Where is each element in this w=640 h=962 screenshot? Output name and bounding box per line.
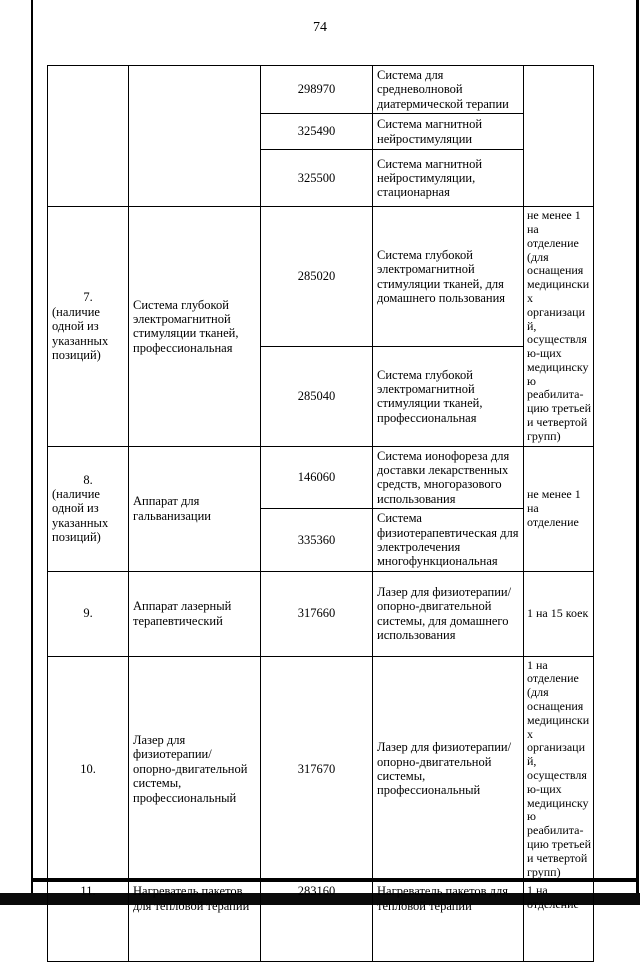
- cell-number-empty: [48, 66, 129, 207]
- cell-equipment-name: Лазер для физиотерапии/ опорно-двигательной системы, профессиональный: [129, 656, 261, 882]
- cell-code: 298970: [261, 66, 373, 114]
- cell-code: 325500: [261, 150, 373, 207]
- cell-nkmi-name: Система глубокой электромагнитной стимуляции тканей, профессиональная: [373, 346, 524, 446]
- scan-edge-right: [636, 0, 639, 905]
- row-number: 9.: [83, 606, 93, 621]
- cell-number: [48, 207, 129, 447]
- scan-edge-left: [31, 0, 33, 905]
- cell-quantity: 1 на отделение: [524, 882, 594, 962]
- row-number: 10.: [80, 761, 96, 776]
- equipment-standard-table: [47, 65, 594, 962]
- cell-quantity-empty: [524, 66, 594, 207]
- cell-quantity: 1 на 15 коек: [524, 571, 594, 656]
- row-number: 11.: [80, 884, 96, 899]
- cell-number: [48, 446, 129, 571]
- page-number: 74: [313, 20, 327, 35]
- row-number: 8.: [83, 472, 93, 487]
- cell-code: 285020: [261, 207, 373, 347]
- cell-nkmi-name: Система магнитной нейростимуляции, стационарная: [373, 150, 524, 207]
- cell-quantity: не менее 1 на отделение (для оснащения медицинских организаций, осуществляю-щих медицинскую реабилита-цию третьей и четвертой групп): [524, 207, 594, 447]
- cell-number: [48, 882, 129, 962]
- cell-number: [48, 571, 129, 656]
- cell-equipment-name: Аппарат для гальванизации: [129, 446, 261, 571]
- cell-nkmi-name: Система магнитной нейростимуляции: [373, 114, 524, 150]
- cell-quantity: не менее 1 на отделение: [524, 446, 594, 571]
- cell-code: 317670: [261, 656, 373, 882]
- cell-code: 283160: [261, 882, 373, 962]
- cell-nkmi-name: Система ионофореза для доставки лекарственных средств, многоразового использования: [373, 446, 524, 509]
- cell-equipment-name-empty: [129, 66, 261, 207]
- row-number-note: (наличие одной из указанных позиций): [52, 304, 109, 362]
- cell-nkmi-name: Система физиотерапевтическая для электролечения многофункциональная: [373, 509, 524, 572]
- cell-equipment-name: Нагреватель пакетов для тепловой терапии: [129, 882, 261, 962]
- cell-code: 285040: [261, 346, 373, 446]
- cell-nkmi-name: Нагреватель пакетов для тепловой терапии: [373, 882, 524, 962]
- cell-nkmi-name: Лазер для физиотерапии/опорно-двигательной системы, для домашнего использования: [373, 571, 524, 656]
- cell-number: [48, 656, 129, 882]
- cell-nkmi-name: Лазер для физиотерапии/опорно-двигательной системы, профессиональный: [373, 656, 524, 882]
- row-number: 7.: [83, 290, 93, 305]
- row-number-note: (наличие одной из указанных позиций): [52, 487, 109, 545]
- cell-nkmi-name: Система для средневолновой диатермической терапии: [373, 66, 524, 114]
- cell-quantity: 1 на отделение (для оснащения медицинских организаций, осуществляю-щих медицинскую реабилита-цию третьей и четвертой групп): [524, 656, 594, 882]
- cell-code: 335360: [261, 509, 373, 572]
- cell-equipment-name: Система глубокой электромагнитной стимуляции тканей, профессиональная: [129, 207, 261, 447]
- cell-equipment-name: Аппарат лазерный терапевтический: [129, 571, 261, 656]
- cell-code: 325490: [261, 114, 373, 150]
- cell-nkmi-name: Система глубокой электромагнитной стимуляции тканей, для домашнего пользования: [373, 207, 524, 347]
- cell-code: 317660: [261, 571, 373, 656]
- cell-code: 146060: [261, 446, 373, 509]
